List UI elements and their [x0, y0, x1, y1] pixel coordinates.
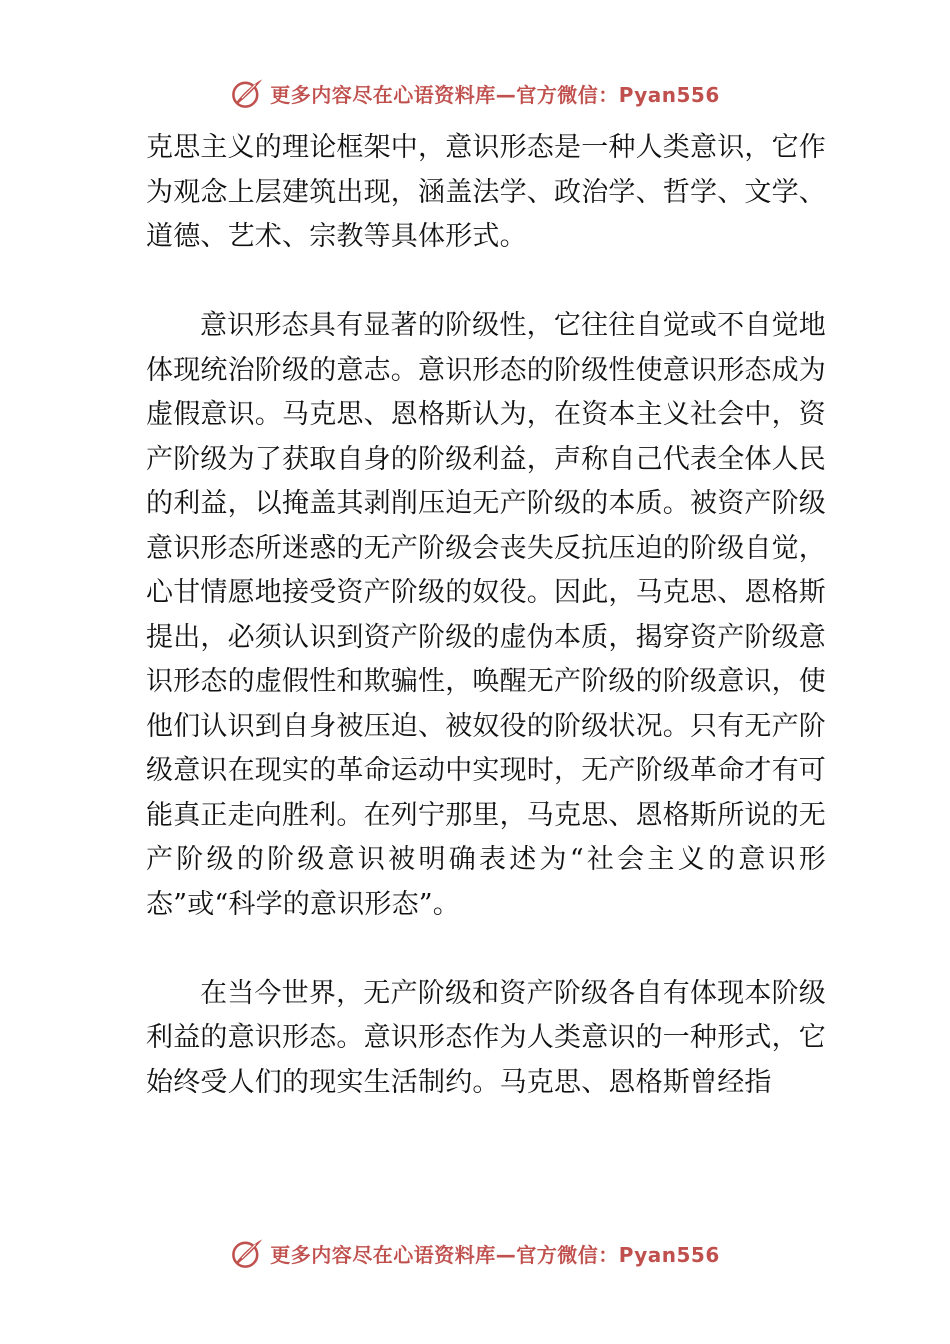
paragraph-gap — [146, 927, 826, 972]
watermark-text: 更多内容尽在心语资料库—官方微信：Pyan556 — [270, 1242, 720, 1267]
paragraph-2: 意识形态具有显著的阶级性，它往往自觉或不自觉地体现统治阶级的意志。意识形态的阶级性使意识形态成为虚假意识。马克思、恩格斯认为，在资本主义社会中，资产阶级为了获取自身的阶级利益，声称自己代表全体人民的利益，以掩盖其剥削压迫无产阶级的本质。被资产阶级意识形态所迷惑的无产阶级会丧失反抗压迫的阶级自觉，心甘情愿地接受资产阶级的奴役。因此，马克思、恩格斯提出，必须认识到资产阶级的虚伪本质，揭穿资产阶级意识形态的虚假性和欺骗性，唤醒无产阶级的阶级意识，使他们认识到自身被压迫、被奴役的阶级状况。只有无产阶级意识在现实的革命运动中实现时，无产阶级革命才有可能真正走向胜利。在列宁那里，马克思、恩格斯所说的无产阶级的阶级意识被明确表述为“社会主义的意识形态”或“科学的意识形态”。 — [146, 310, 826, 920]
watermark-header — [0, 73, 950, 113]
paragraph-3: 在当今世界，无产阶级和资产阶级各自有体现本阶级利益的意识形态。意识形态作为人类意识的一种形式，它始终受人们的现实生活制约。马克思、恩格斯曾经指 — [146, 977, 826, 1098]
quill-logo-icon — [230, 76, 264, 110]
watermark-text: 更多内容尽在心语资料库—官方微信：Pyan556 — [270, 82, 720, 107]
watermark-footer — [0, 1233, 950, 1273]
quill-logo-icon — [230, 1236, 264, 1270]
document-body — [146, 126, 826, 1105]
paragraph-gap — [146, 260, 826, 305]
paragraph-1: 克思主义的理论框架中，意识形态是一种人类意识，它作为观念上层建筑出现，涵盖法学、政治学、哲学、文学、道德、艺术、宗教等具体形式。 — [146, 132, 826, 252]
